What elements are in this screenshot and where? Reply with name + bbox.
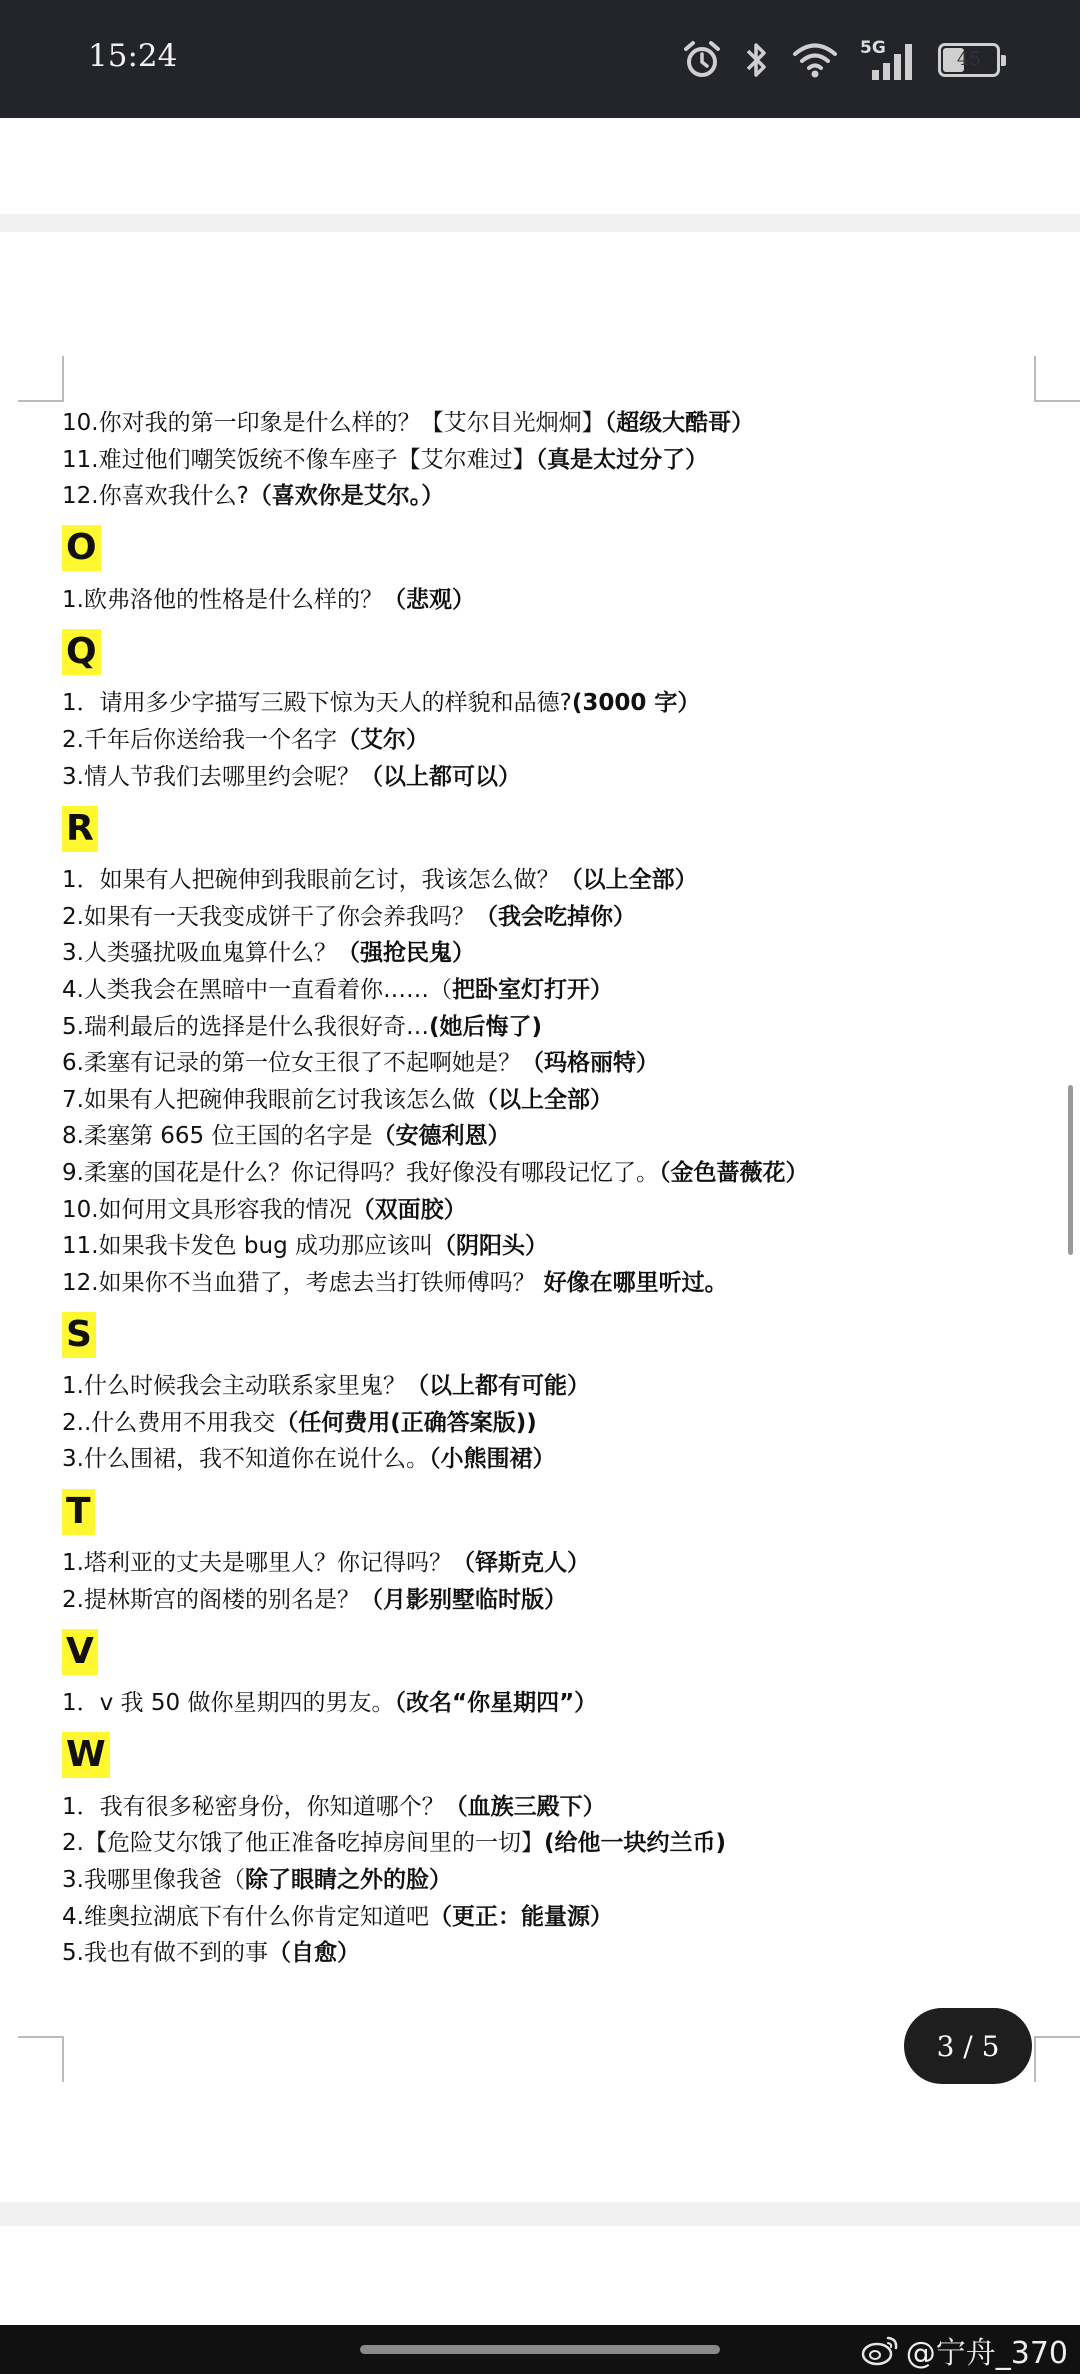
page-corner-mark bbox=[18, 2036, 64, 2082]
section-header bbox=[62, 795, 1022, 862]
next-page-top bbox=[0, 2226, 1080, 2325]
status-icons bbox=[682, 32, 1000, 88]
question-item bbox=[62, 1192, 1022, 1229]
section-header bbox=[62, 618, 1022, 685]
question-text: 1.塔利亚的丈夫是哪里人？你记得吗？ bbox=[62, 1550, 452, 1577]
answer-text: （艾尔） bbox=[336, 726, 429, 753]
answer-text: （任何费用(正确答案版)) bbox=[275, 1409, 537, 1436]
signal-5g-icon bbox=[860, 38, 916, 82]
question-item bbox=[62, 1545, 1022, 1582]
question-text: 10.如何用文具形容我的情况 bbox=[62, 1196, 352, 1223]
section-header bbox=[62, 515, 1022, 582]
question-item bbox=[62, 1582, 1022, 1619]
page-corner-mark bbox=[18, 356, 64, 402]
question-text: 3.情人节我们去哪里约会呢？ bbox=[62, 763, 360, 790]
answer-text: （以上都可以） bbox=[359, 763, 521, 790]
question-text: 2.千年后你送给我一个名字 bbox=[62, 726, 337, 753]
question-text: 3.人类骚扰吸血鬼算什么？ bbox=[62, 940, 337, 967]
question-text: 11.如果我卡发色 bug 成功那应该叫 bbox=[62, 1233, 433, 1260]
status-time: 15:24 bbox=[88, 38, 178, 74]
question-item bbox=[62, 1045, 1022, 1082]
answer-text: （金色蔷薇花） bbox=[658, 1159, 809, 1186]
question-item bbox=[62, 1789, 1022, 1826]
section-letter: S bbox=[62, 1312, 96, 1358]
question-text: 3.什么围裙，我不知道你在说什么。 bbox=[62, 1446, 429, 1473]
previous-page-bottom bbox=[0, 118, 1080, 214]
question-item bbox=[62, 1685, 1022, 1722]
question-item bbox=[62, 478, 1022, 515]
section-header bbox=[62, 1618, 1022, 1685]
answer-text: (3000 字） bbox=[571, 690, 701, 717]
question-item bbox=[62, 685, 1022, 722]
section-letter: R bbox=[62, 806, 98, 852]
question-text: 4.维奥拉湖底下有什么你肯定知道吧 bbox=[62, 1903, 429, 1930]
answer-text: （安德利恩） bbox=[372, 1123, 511, 1150]
question-item bbox=[62, 405, 1022, 442]
question-text: 1.欧弗洛他的性格是什么样的？ bbox=[62, 586, 383, 613]
answer-text: （小熊围裙） bbox=[428, 1446, 556, 1473]
answer-text: （月影别墅临时版） bbox=[359, 1586, 567, 1613]
answer-text: （喜欢你是艾尔。） bbox=[248, 483, 445, 510]
network-type: 5G bbox=[860, 38, 886, 58]
answer-text: （血族三殿下） bbox=[444, 1793, 606, 1820]
answer-text: （以上都有可能） bbox=[405, 1373, 590, 1400]
question-item bbox=[62, 1082, 1022, 1119]
question-text: 1．如果有人把碗伸到我眼前乞讨，我该怎么做？ bbox=[62, 867, 560, 894]
page-corner-mark bbox=[1034, 2036, 1080, 2082]
question-item bbox=[62, 442, 1022, 479]
answer-text: （以上全部） bbox=[559, 867, 698, 894]
answer-text: （强抢民鬼） bbox=[336, 940, 475, 967]
question-text: 5.瑞利最后的选择是什么我很好奇… bbox=[62, 1013, 429, 1040]
answer-text: （铎斯克人） bbox=[451, 1550, 590, 1577]
question-text: 4.人类我会在黑暗中一直看着你……（ bbox=[62, 976, 452, 1003]
section-letter: V bbox=[62, 1629, 98, 1675]
question-item bbox=[62, 1228, 1022, 1265]
question-item bbox=[62, 1368, 1022, 1405]
watermark bbox=[860, 2328, 1068, 2372]
page-corner-mark bbox=[1034, 356, 1080, 402]
watermark-text: @宁舟_370 bbox=[905, 2336, 1068, 2371]
answer-text: （自愈） bbox=[267, 1940, 360, 1967]
section-header bbox=[62, 1301, 1022, 1368]
bluetooth-icon bbox=[744, 40, 770, 80]
answer-text: 除了眼睛之外的脸） bbox=[244, 1867, 452, 1894]
answer-text: （玛格丽特） bbox=[520, 1050, 659, 1077]
question-item bbox=[62, 1405, 1022, 1442]
status-bar bbox=[0, 0, 1080, 118]
battery-percent: 45 bbox=[956, 48, 982, 70]
question-text: 1．我有很多秘密身份，你知道哪个？ bbox=[62, 1793, 445, 1820]
section-header bbox=[62, 1478, 1022, 1545]
question-text: 1.什么时候我会主动联系家里鬼？ bbox=[62, 1373, 406, 1400]
question-item bbox=[62, 862, 1022, 899]
question-item bbox=[62, 972, 1022, 1009]
page-indicator[interactable]: 3 / 5 bbox=[904, 2008, 1032, 2084]
battery-icon bbox=[938, 43, 1000, 77]
question-text: 6.柔塞有记录的第一位女王很了不起啊她是？ bbox=[62, 1050, 521, 1077]
question-item bbox=[62, 759, 1022, 796]
section-letter: Q bbox=[62, 629, 101, 675]
question-text: 3.我哪里像我爸（ bbox=[62, 1867, 245, 1894]
answer-text: （改名“你星期四”） bbox=[394, 1690, 598, 1717]
question-text: 2.如果有一天我变成饼干了你会养我吗？ bbox=[62, 903, 475, 930]
answer-text: （悲观） bbox=[382, 586, 475, 613]
question-item bbox=[62, 1825, 1022, 1862]
answer-text: （超级大酷哥） bbox=[604, 410, 755, 436]
question-item bbox=[62, 1862, 1022, 1899]
answer-text: （阴阳头） bbox=[432, 1233, 548, 1260]
answer-text: （更正：能量源） bbox=[428, 1903, 613, 1930]
section-letter: O bbox=[62, 525, 101, 571]
answer-text: （双面胶） bbox=[351, 1196, 467, 1223]
answer-text: （我会吃掉你） bbox=[474, 903, 636, 930]
faq-list bbox=[62, 405, 1022, 1972]
section-letter: T bbox=[62, 1489, 95, 1535]
question-item bbox=[62, 722, 1022, 759]
question-text: 1．请用多少字描写三殿下惊为天人的样貌和品德? bbox=[62, 690, 572, 717]
answer-text: (她后悔了) bbox=[428, 1013, 542, 1040]
question-item bbox=[62, 1118, 1022, 1155]
question-text: 12.如果你不当血猎了，考虑去当打铁师傅吗？ bbox=[62, 1269, 536, 1296]
question-item bbox=[62, 1899, 1022, 1936]
question-text: 1．v 我 50 做你星期四的男友。 bbox=[62, 1690, 395, 1717]
answer-text: (给他一块约兰币) bbox=[543, 1830, 726, 1857]
question-text: 10.你对我的第一印象是什么样的？【艾尔目光炯炯】 bbox=[62, 410, 605, 436]
question-item bbox=[62, 1009, 1022, 1046]
question-text: 12.你喜欢我什么? bbox=[62, 483, 249, 510]
question-item bbox=[62, 582, 1022, 619]
answer-text: 好像在哪里听过。 bbox=[535, 1269, 728, 1296]
home-gesture-handle[interactable] bbox=[360, 2345, 720, 2354]
question-text: 2.【危险艾尔饿了他正准备吃掉房间里的一切】 bbox=[62, 1830, 544, 1857]
answer-text: （真是太过分了） bbox=[535, 446, 709, 473]
question-text: 9.柔塞的国花是什么？你记得吗？我好像没有哪段记忆了。 bbox=[62, 1159, 659, 1186]
question-item bbox=[62, 1155, 1022, 1192]
question-text: 2.提林斯宫的阁楼的别名是？ bbox=[62, 1586, 360, 1613]
question-text: 11.难过他们嘲笑饭统不像车座子【艾尔难过】 bbox=[62, 446, 536, 473]
answer-text: 把卧室灯打开） bbox=[451, 976, 613, 1003]
question-item bbox=[62, 1441, 1022, 1478]
section-letter: W bbox=[62, 1732, 110, 1778]
question-item bbox=[62, 899, 1022, 936]
question-item bbox=[62, 935, 1022, 972]
section-header bbox=[62, 1722, 1022, 1789]
alarm-icon bbox=[682, 40, 722, 80]
question-text: 5.我也有做不到的事 bbox=[62, 1940, 268, 1967]
question-text: 2..什么费用不用我交 bbox=[62, 1409, 276, 1436]
answer-text: （以上全部） bbox=[474, 1086, 613, 1113]
wifi-icon bbox=[792, 41, 838, 79]
weibo-icon bbox=[860, 2334, 900, 2366]
scrollbar[interactable] bbox=[1068, 1085, 1073, 1255]
question-item bbox=[62, 1265, 1022, 1302]
question-item bbox=[62, 1935, 1022, 1972]
question-text: 8.柔塞第 665 位王国的名字是 bbox=[62, 1123, 373, 1150]
question-text: 7.如果有人把碗伸我眼前乞讨我该怎么做 bbox=[62, 1086, 475, 1113]
